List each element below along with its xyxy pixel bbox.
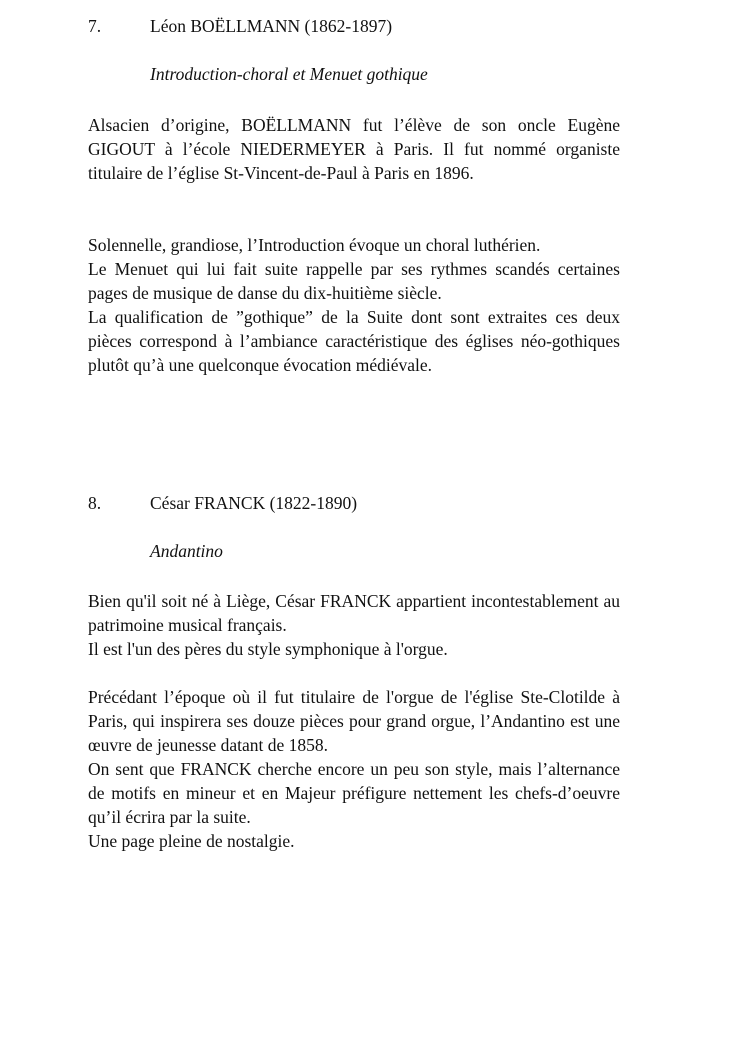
section-7-paragraph-1 (88, 113, 620, 185)
section-8-paragraph-2: Il est l'un des pères du style symphonique à l'orgue. (88, 639, 448, 659)
section-8-paragraph-3: Précédant l’époque où il fut titulaire de l'orgue de l'église Ste-Clotilde à Paris, qui inspirera ses douze pièces pour grand orgue, l’Andantino est une œuvre de jeunesse datant de 1858. (88, 687, 620, 755)
section-8-number: 8. (88, 493, 102, 513)
section-8-paragraph-1: Bien qu'il soit né à Liège, César FRANCK appartient incontestablement au patrimoine musical français. (88, 591, 620, 635)
section-8-heading (88, 493, 357, 514)
section-7-paragraph-2: Solennelle, grandiose, l’Introduction évoque un choral luthérien. (88, 235, 541, 255)
section-7-composer: Léon BOËLLMANN (1862-1897) (150, 16, 393, 36)
section-8-paragraph-group-2 (88, 685, 620, 853)
section-8-composer: César FRANCK (1822-1890) (150, 493, 358, 513)
section-8-work-title: Andantino (150, 541, 223, 561)
section-8-paragraph-group-1 (88, 589, 620, 661)
section-7-paragraph-1-text: Alsacien d’origine, BOËLLMANN fut l’élève de son oncle Eugène GIGOUT à l’école NIEDERMEYER à Paris. Il fut nommé organiste titulaire de l’église St-Vincent-de-Paul à Paris en 1896. (88, 115, 620, 183)
section-7-number: 7. (88, 16, 102, 36)
section-8-paragraph-4: On sent que FRANCK cherche encore un peu son style, mais l’alternance de motifs en mineur et en Majeur préfigure nettement les chefs-d’oeuvre qu’il écrira par la suite. (88, 759, 620, 827)
section-7-paragraph-4: La qualification de ”gothique” de la Suite dont sont extraites ces deux pièces correspond à l’ambiance caractéristique des églises néo-gothiques plutôt qu’à une quelconque évocation médiévale. (88, 307, 620, 375)
section-7-paragraph-group (88, 233, 620, 377)
section-7-heading (88, 16, 392, 37)
section-8-paragraph-5: Une page pleine de nostalgie. (88, 831, 295, 851)
section-7-paragraph-3: Le Menuet qui lui fait suite rappelle par ses rythmes scandés certaines pages de musique de danse du dix-huitième siècle. (88, 259, 620, 303)
section-7-work-title: Introduction-choral et Menuet gothique (150, 64, 428, 84)
